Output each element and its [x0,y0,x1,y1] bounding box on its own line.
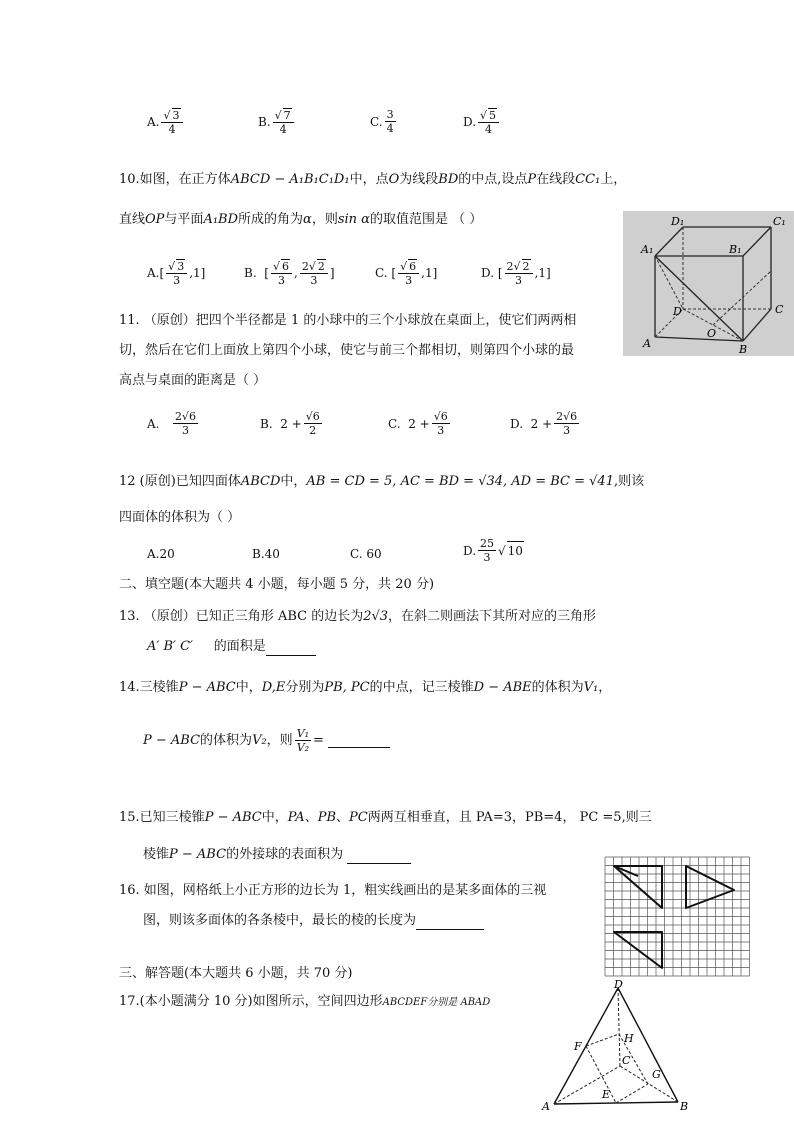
math: P − ABC [178,680,236,695]
label-C1: C₁ [773,215,786,228]
text: ，在斜二则画法下其所对应的三角形 [388,609,597,624]
option-letter: A. [147,416,160,431]
option-letter: C. [370,114,383,129]
coefficient: 2 [506,260,514,273]
text: 1 [538,266,547,280]
option-letter: B. [260,416,273,431]
math: D,E [261,680,286,695]
numerator: 5 [489,109,497,122]
numerator: √6 [433,410,448,423]
text: 中， [280,474,307,489]
denominator: V₂ [296,741,310,754]
q11-option-c [388,410,452,437]
fraction [300,259,328,287]
math: P − ABC [169,847,227,862]
text: 的外接球的表面积为 [226,847,344,862]
text: 分别为 [285,680,325,695]
text: 的体积为 [531,680,584,695]
math: ABCDEF分别是 ABAD [382,997,491,1008]
grid-diagram [604,856,750,982]
text: 的取值范围是 （ ） [369,212,483,227]
q12-option-a: A.20 [147,547,175,561]
label-B1: B₁ [729,243,742,256]
label-C: C [622,1054,631,1067]
option-letter: D. [463,115,477,129]
option-letter: D. [510,416,524,431]
text: 、 [336,810,350,825]
label-O: O [707,327,717,340]
text: 12 (原创)已知四面体 [119,474,241,489]
q12-line-2: 四面体的体积为（ ） [119,510,241,525]
denominator: 4 [279,123,287,136]
text: 1 [424,266,433,280]
q15-line-1 [119,809,652,827]
q11-option-a [147,410,200,437]
fraction [478,537,496,564]
text: 2 + [280,416,302,431]
numerator: 2 [317,260,325,273]
label-F: F [574,1040,582,1053]
text: 两两互相垂直，且 PA=3，PB=4， PC =5,则三 [367,810,652,825]
option-letter: D. [463,543,477,558]
q10-option-c: C. [ √ $\frac{6}{3}$ , 1 ] [375,259,437,287]
q11-line-3: 高点与桌面的距离是（ ） [119,373,267,388]
numerator: 2 [522,260,530,273]
coefficient: 2 [301,260,309,273]
text: 直线 [119,212,146,227]
text: 10.如图，在正方体 [119,172,231,187]
label-A: A [542,1100,550,1112]
q13-line-2 [147,638,316,656]
label-A1: A₁ [641,243,654,256]
q16-line-2 [143,912,484,930]
math: sin α [337,212,370,227]
q11-line-1: 11. （原创）把四个半径都是 1 的小球中的三个小球放在桌面上，使它们两两相 [119,313,577,328]
denominator: 3 [515,274,523,287]
cube-diagram [623,211,794,356]
cube-figure [623,211,794,356]
numerator: V₁ [296,727,310,740]
q9-option-b [258,108,296,136]
numerator: 7 [283,109,291,122]
text: ，则 [311,212,338,227]
q13-line-1 [119,608,596,626]
label-D: D [673,305,682,318]
label-D: D [614,978,623,991]
math: ABCD [240,474,281,489]
text: 的中点，记三棱锥 [369,680,474,695]
denominator: 4 [485,123,493,136]
text: ，则 [266,732,293,748]
denominator: 4 [168,123,176,136]
text: 棱锥 [143,847,170,862]
answer-blank[interactable] [416,915,484,930]
text: 中， [261,810,288,825]
option-letter: A. [147,266,160,280]
numerator: 25 [480,537,495,550]
text: 2 + [530,416,553,431]
text: ,则该 [613,474,645,489]
denominator: 3 [405,274,413,287]
fraction [505,259,533,287]
fraction [432,410,450,437]
math: PC [349,810,368,825]
math: P − ABC [143,732,201,748]
math: α [303,212,312,227]
math: A′ B′ C′ [147,639,194,654]
text: 、 [304,810,318,825]
option-letter: B. [244,266,257,280]
text: 的中点,设点 [458,172,528,187]
fraction [304,410,322,437]
math: PA [287,810,305,825]
q12-line-1 [119,473,644,491]
fraction [173,410,198,437]
label-A: A [643,337,651,350]
numerator: 3 [386,108,394,121]
q15-line-2 [143,846,411,864]
answer-blank[interactable] [328,733,390,748]
math: ABCD − A₁B₁C₁D₁ [230,172,350,187]
fraction [554,410,579,437]
math: P [527,172,537,187]
answer-blank[interactable] [347,849,411,864]
math: OP [145,212,165,227]
text: 17.(本小题满分 10 分)如图所示，空间四边形 [119,994,383,1009]
text: 中， [235,680,262,695]
q12-option-c: C. 60 [350,547,382,561]
option-letter: C. [388,416,401,431]
text: 图，则该多面体的各条棱中，最长的棱的长度为 [143,913,417,928]
text: 所成的角为 [238,212,304,227]
option-letter: A. [147,115,160,129]
fraction [161,108,182,136]
q9-option-a [147,108,185,136]
denominator: 4 [386,122,394,135]
section-2-heading: 二、填空题(本大题共 4 小题，每小题 5 分，共 20 分) [119,577,435,592]
denominator: 3 [173,274,181,287]
fraction [295,727,311,754]
text: 2 + [408,416,430,431]
tetrahedron-diagram [540,978,692,1112]
equals: = [313,732,324,748]
label-H: H [624,1032,634,1045]
q10-line-1 [119,171,626,189]
math: PB, PC [324,680,370,695]
q12-option-d [463,537,524,564]
q9-option-c [370,108,398,135]
q10-option-d: D. [ $\frac{2√ 2}{3}$ , 1 ] [481,259,551,287]
label-C: C [775,303,784,316]
text: 与平面 [164,212,204,227]
label-B: B [680,1100,689,1112]
q11-line-2: 切，然后在它们上面放上第四个小球，使它与前三个都相切，则第四个小球的最 [119,343,575,358]
numerator: 2√6 [174,410,196,423]
math: O [388,172,400,187]
numerator: 3 [177,260,185,273]
denominator: 2 [309,424,317,437]
text: 在线段 [536,172,576,187]
q12-option-b: B.40 [252,547,280,561]
text: 14.三棱锥 [119,680,179,695]
math: BD [438,172,459,187]
math: 2√3 [363,609,389,624]
label-D1: D₁ [671,215,685,228]
q14-line-1 [119,679,611,697]
text: 1 [193,266,201,280]
text: 中，点 [349,172,389,187]
math: CC₁ [575,172,601,187]
text: 的面积是 [213,639,266,654]
q17-line [119,993,490,1012]
fraction [398,259,419,287]
fraction [385,108,396,135]
answer-blank[interactable] [266,641,316,656]
q11-option-b [260,410,324,437]
math: V₂ [252,732,267,748]
denominator: 3 [563,424,571,437]
numerator: 3 [172,109,180,122]
math: A₁BD [203,212,239,227]
q14-line-2 [143,727,390,754]
fraction [166,259,187,287]
option-letter: C. [375,266,388,280]
denominator: 3 [181,424,189,437]
q10-line-2 [119,211,482,229]
denominator: 3 [277,274,285,287]
fraction [273,108,294,136]
math: PB [317,810,337,825]
text: 为线段 [399,172,439,187]
label-G: G [652,1068,661,1081]
text: 15.已知三棱锥 [119,810,205,825]
q10-option-b: B. [ √ $\frac{6}{3}$ , $\frac{2√ 2}{3}$ ] [244,259,335,287]
denominator: 3 [310,274,318,287]
fraction [271,259,292,287]
numerator: 2√6 [556,410,578,423]
fraction [478,108,499,136]
numerator: 6 [281,260,289,273]
text: 的体积为 [200,732,253,748]
label-E: E [602,1088,611,1101]
text: 13. （原创）已知正三角形 ABC 的边长为 [119,609,364,624]
math: AB = CD = 5, AC = BD = √34, AD = BC = √41 [306,474,614,489]
q11-option-d [510,410,581,437]
text: 上， [600,172,627,187]
label-B: B [739,343,748,356]
q16-line-1: 16. 如图，网格纸上小正方形的边长为 1，粗实线画出的是某多面体的三视 [119,883,547,898]
numerator: 6 [409,260,417,273]
option-letter: D. [481,266,495,280]
numerator: √6 [305,410,320,423]
denominator: 3 [437,424,445,437]
denominator: 3 [483,551,491,564]
option-letter: B. [258,115,271,129]
math: D − ABE [473,680,532,695]
section-3-heading: 三、解答题(本大题共 6 小题，共 70 分) [119,966,353,981]
q9-option-d [463,108,501,136]
radicand: 10 [507,541,524,560]
q10-option-a: A. [ √ $\frac{3}{3}$ , 1 ] [147,259,205,287]
math: P − ABC [204,810,262,825]
three-view-grid-figure [604,856,750,982]
math: V₁ [583,680,599,695]
tetrahedron-figure [540,978,692,1112]
text: ， [598,680,612,695]
